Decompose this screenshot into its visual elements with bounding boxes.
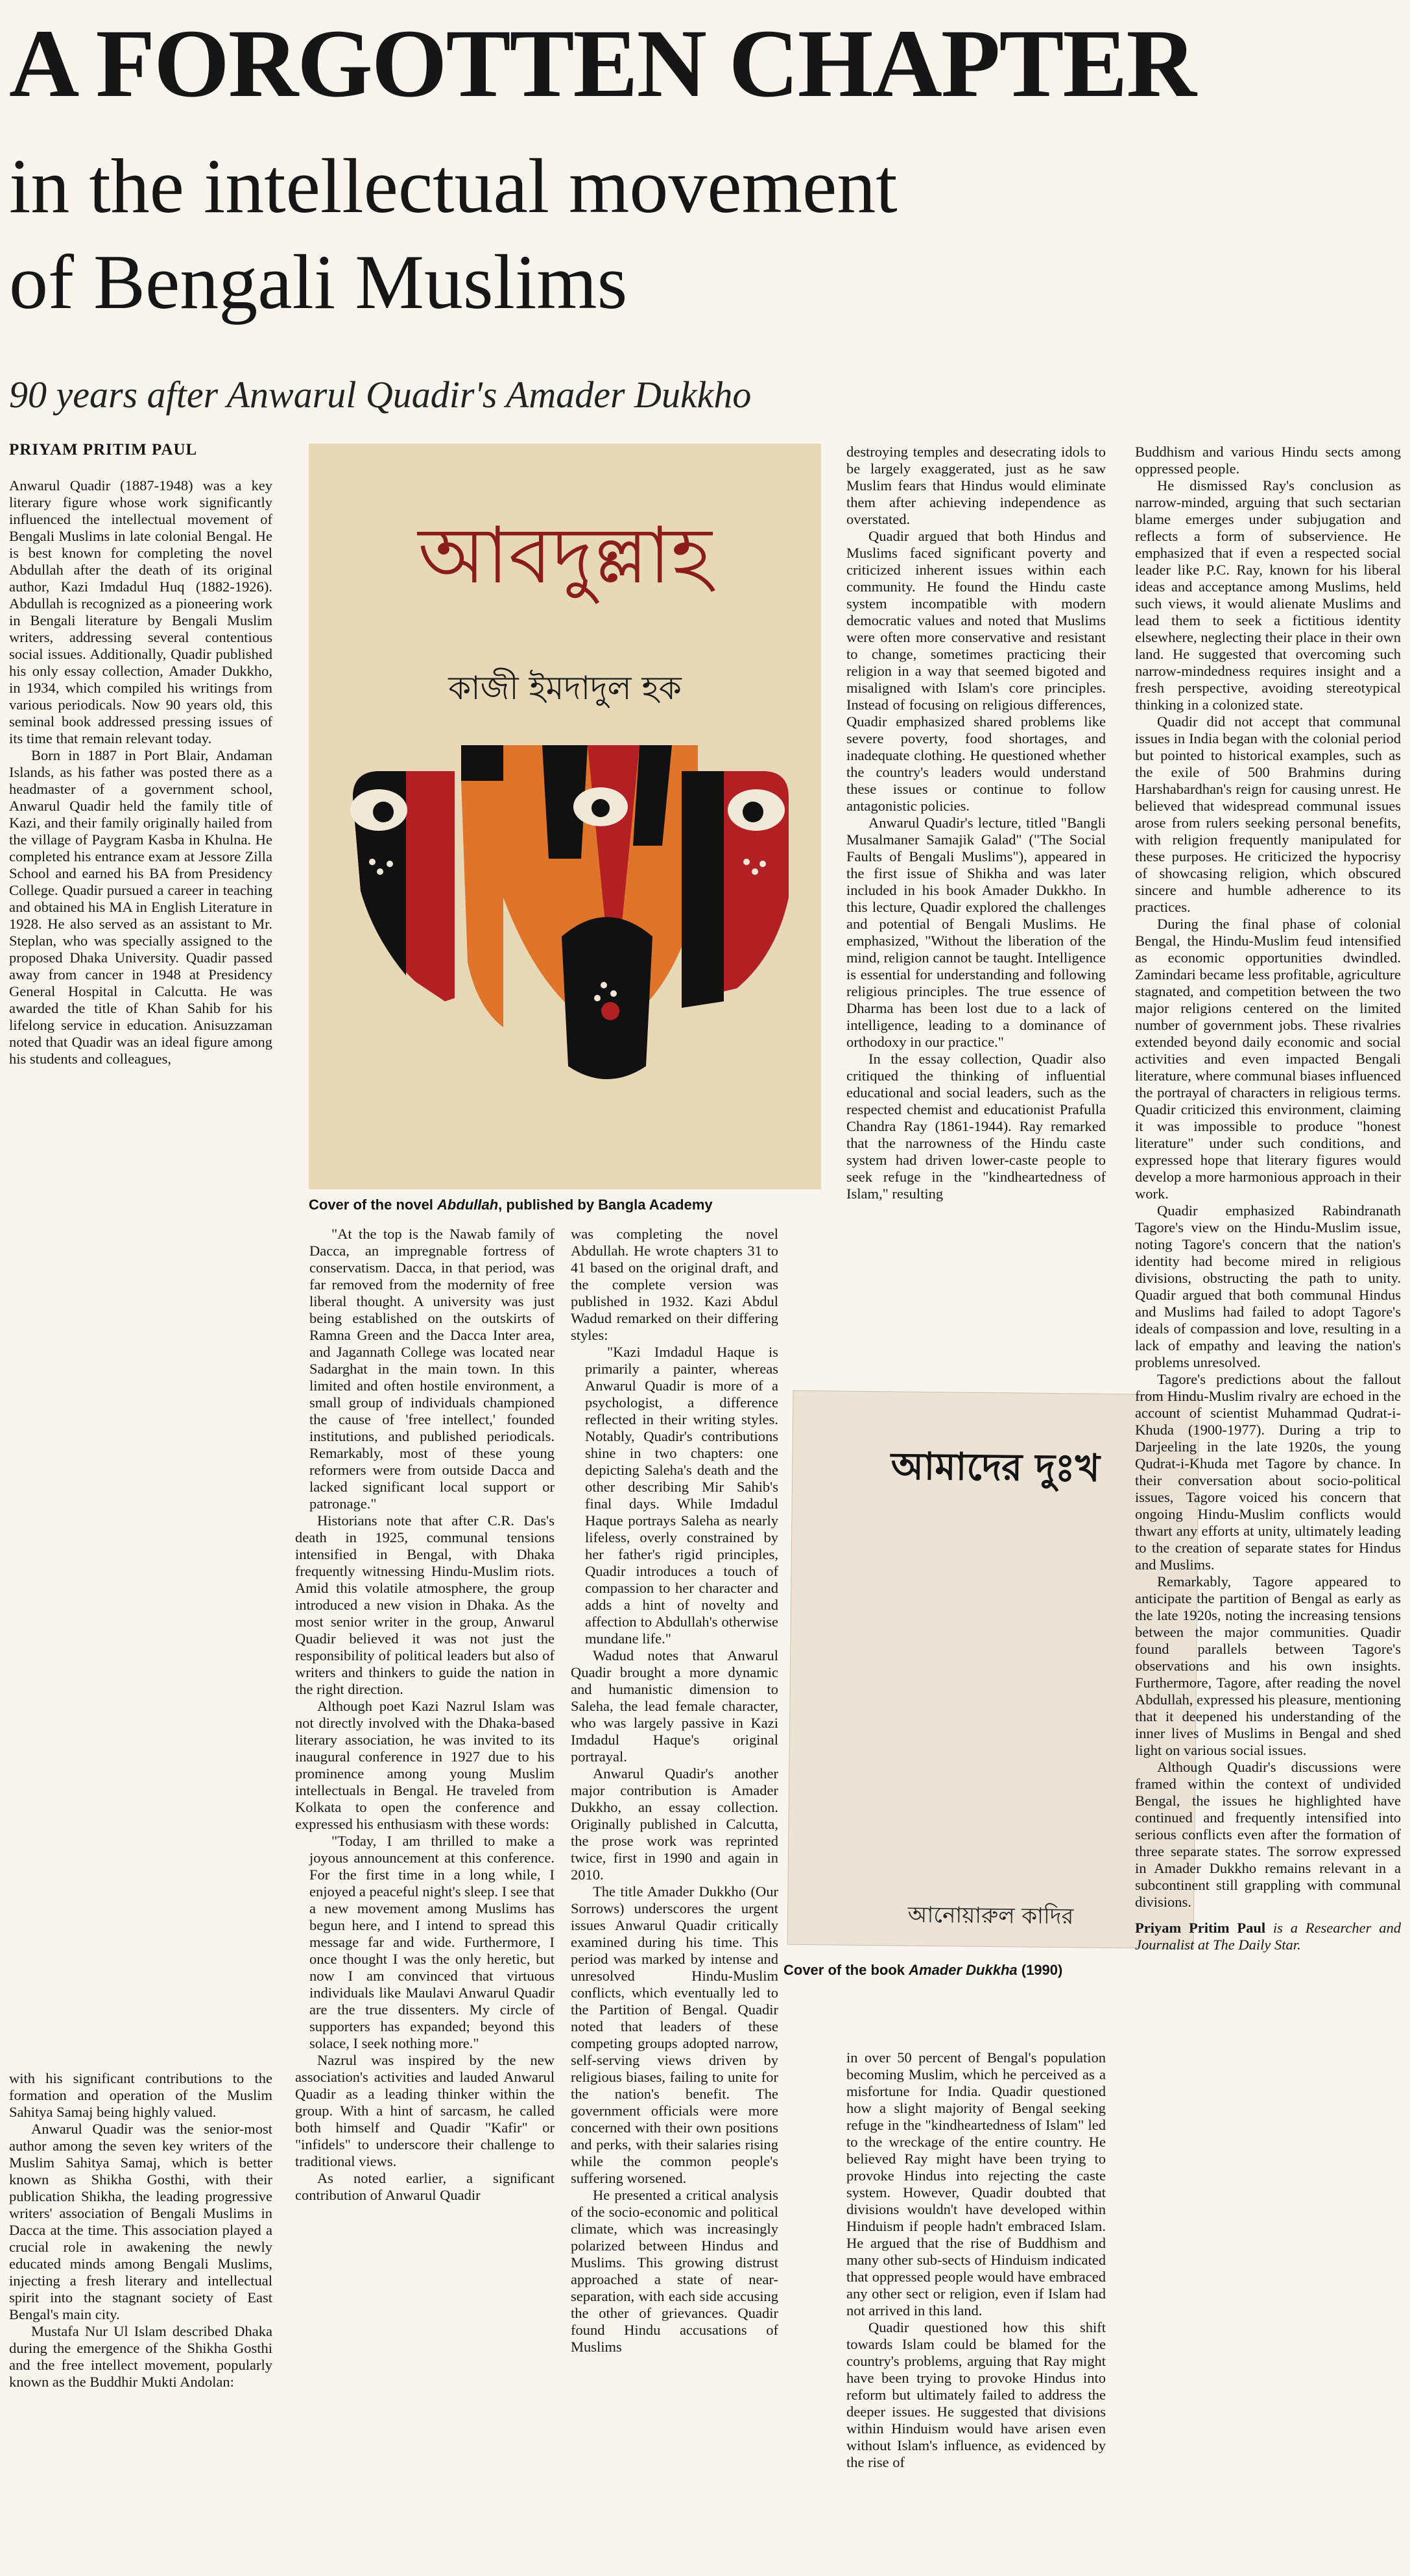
paragraph: in over 50 percent of Bengal's population becoming Muslim, which he perceived as a misfortune for India. Quadir questioned how a slight majority of Bengal seeking refuge in the "kindheartedness of Islam" led to the wreckage of the entire country. He believed Ray might have been trying to provoke Hindus into rejecting the caste system. However, Quadir doubted that divisions wouldn't have developed within Hinduism if people hadn't embraced Islam. He argued that the rise of Buddhism and many other sub-sects of Hinduism indicated that oppressed people would have embraced any other sect or religion, even if Islam had not arrived in this land. [846, 2049, 1106, 2319]
paragraph: The title Amader Dukkho (Our Sorrows) underscores the urgent issues Anwarul Quadir critically examined during his time. This period was marked by intense and unresolved Hindu-Muslim conflicts, which eventually led to the Partition of Bengal. Quadir noted that leaders of these competing groups adopted narrow, self-serving views driven by religious biases, failing to unite for the nation's benefit. The government officials were more concerned with their own positions and perks, with their salaries rising while the common people's suffering worsened. [571, 1883, 778, 2186]
quote-block [585, 1344, 778, 1647]
quote-block [309, 1226, 555, 1512]
quote-block [309, 1833, 555, 2052]
caption-title: Amader Dukkha [909, 1962, 1018, 1978]
paragraph: Anwarul Quadir's lecture, titled "Bangli Musalmaner Samajik Galad" ("The Social Faults of Bengali Muslims"), appeared in the first issue of Shikha and was later included in his book Amader Dukkho. In this lecture, Quadir explored the challenges and potential of Bengali Muslims. He emphasized, "Without the liberation of the mind, religion cannot be taught. Intelligence is essential for understanding and following religious principles. The true essence of Dharma has been lost due to a lack of intelligence, leading to a dominance of orthodoxy in our practice." [846, 815, 1106, 1050]
cover-masks-illustration [309, 444, 821, 1189]
headline-line-2: in the intellectual movement [9, 143, 898, 229]
cover-author: আনোয়ারুল কাদির [907, 1902, 1074, 1930]
cover-title: আমাদের দুঃখ [890, 1444, 1101, 1490]
quote: "Kazi Imdadul Haque is primarily a painter, whereas Anwarul Quadir is more of a psychologist, a difference reflected in their writing styles. Notably, Quadir's contributions shine in two chapters: one depicting Saleha's death and the other describing Mir Sahib's final days. While Imdadul Haque portrays Saleha as nearly lifeless, overly constrained by her father's rigid principles, Quadir introduces a touch of compassion to her character and adds a hint of novelty and affection to Abdullah's otherwise mundane life." [585, 1344, 778, 1647]
paragraph: Quadir questioned how this shift towards Islam could be blamed for the country's problems, arguing that Ray might have been trying to provoke Hindus into reform but ultimately failed to address the deeper issues. He suggested that divisions within Hinduism would have arisen even without Islam's influence, as evidenced by the rise of [846, 2319, 1106, 2470]
paragraph: During the final phase of colonial Bengal, the Hindu-Muslim feud intensified as economic opportunities dwindled. Zamindari became less profitable, agriculture stagnated, and competition between the two major religions centered on the limited number of government jobs. These rivalries extended beyond daily economic and social activities and even impacted Bengali literature, where communal biases influenced the portrayal of characters in religious terms. Quadir criticized this environment, claiming it was impossible to produce "honest literature" under such conditions, and expressed hope that literary figures would develop a more harmonious approach in their work. [1135, 916, 1401, 1202]
quote: "Today, I am thrilled to make a joyous announcement at this conference. For the first time in a long while, I enjoyed a peaceful night's sleep. I see that a new movement among Muslims has begun here, and I intend to spread this message far and wide. Furthermore, I once thought I was the only heretic, but now I am convinced that virtuous individuals like Maulavi Anwarul Quadir are the true dissenters. My circle of supporters has expanded; beyond this solace, I seek nothing more." [309, 1833, 555, 2051]
paragraph: Quadir did not accept that communal issues in India began with the colonial period but pointed to historical examples, such as the exile of 500 Brahmins during Harshabardhan's reign for causing unrest. He believed that widespread communal issues arose from rulers seeking personal benefits, with religion frequently manipulated for these purposes. He criticized the hypocrisy of showcasing religion, which obscured sincere and humble adherence to its practices. [1135, 713, 1401, 915]
author-bio [1135, 1920, 1401, 1953]
caption-text: Cover of the book [783, 1962, 909, 1978]
cover-title: আবদুল্লাহ [418, 511, 712, 601]
paragraph: Nazrul was inspired by the new association's activities and lauded Anwarul Quadir as a leading thinker within the group. With a hint of sarcasm, he called both himself and Quadir "Kafir" or "infidels" to underscore their challenge to traditional views. [295, 2052, 555, 2169]
abdullah-cover-caption [309, 1197, 713, 1213]
paragraph: was completing the novel Abdullah. He wrote chapters 31 to 41 based on the original draft, and the complete version was published in 1932. Kazi Abdul Wadud remarked on their differing styles: [571, 1226, 778, 1343]
author-bio-name: Priyam Pritim Paul [1135, 1920, 1266, 1936]
caption-text: (1990) [1017, 1962, 1063, 1978]
column-4-bottom [846, 2049, 1106, 2471]
paragraph: Anwarul Quadir was the senior-most author among the seven key writers of the Muslim Sahitya Samaj, which is better known as Shikha Gosthi, with their publication Shikha, the leading progressive writers' association of Bengali Muslims in Dacca at the time. This association played a crucial role in awakening the newly educated minds among Bengali Muslims, injecting a fresh literary and intellectual spirit into the stagnant society of East Bengal's main city. [9, 2121, 272, 2322]
caption-title: Abdullah [437, 1197, 499, 1213]
headline-line-3: of Bengali Muslims [9, 239, 628, 325]
author-bio-text: is a Researcher and Journalist at The Daily Star. [1135, 1920, 1401, 1953]
paragraph: Anwarul Quadir (1887-1948) was a key literary figure whose work significantly influenced the intellectual movement of Bengali Muslims in late colonial Bengal. He is best known for completing the novel Abdullah after the death of its original author, Kazi Imdadul Huq (1882-1926). Abdullah is recognized as a pioneering work in Bengali literature by Bengali Muslim writers, addressing several contentious social issues. Additionally, Quadir published his only essay collection, Amader Dukkho, in 1934, which compiled his writings from various periodicals. Now 90 years old, this seminal book addressed pressing issues of its time that remain relevant today. [9, 477, 272, 746]
paragraph: Quadir emphasized Rabindranath Tagore's view on the Hindu-Muslim issue, noting Tagore's concern that the nation's identity had become mired in religious divisions, obstructing the path to unity. Quadir argued that both communal Hindus and Muslims had failed to adopt Tagore's ideals of compassion and love, resulting in a lack of empathy and leaving the nation's problems unresolved. [1135, 1202, 1401, 1370]
byline: PRIYAM PRITIM PAUL [9, 441, 198, 459]
paragraph: Although Quadir's discussions were framed within the context of undivided Bengal, the issues he highlighted have continued and frequently intensified into serious conflicts even after the formation of three separate states. The sorrow expressed in Amader Dukkho remains relevant in a subcontinent still grappling with communal divisions. [1135, 1759, 1401, 1910]
caption-text: Cover of the novel [309, 1197, 438, 1213]
paragraph: Historians note that after C.R. Das's death in 1925, communal tensions intensified in Bengal, with Dhaka frequently witnessing Hindu-Muslim riots. Amid this volatile atmosphere, the group introduced a new vision in Dhaka. As the most senior writer in the group, Anwarul Quadir believed it was not just the responsibility of political leaders but also of writers and thinkers to guide the nation in the right direction. [295, 1512, 555, 1697]
amader-dukkha-cover-caption [783, 1962, 1062, 1979]
column-3-middle [571, 1226, 778, 2355]
paragraph: Mustafa Nur Ul Islam described Dhaka during the emergence of the Shikha Gosthi and the free intellect movement, popularly known as the Buddhir Mukti Andolan: [9, 2323, 272, 2390]
paragraph: with his significant contributions to the formation and operation of the Muslim Sahitya Samaj being highly valued. [9, 2070, 272, 2120]
quote: "At the top is the Nawab family of Dacca, an impregnable fortress of conservatism. Dacca, in that period, was far removed from the modernity of free liberal thought. A university was just being established on the outskirts of Ramna Green and the Dacca Inter area, and Jagannath College was located near Sadarghat in the main town. In this limited and often hostile environment, a small group of individuals championed the cause of 'free intellect,' founded institutions, and published periodicals. Remarkably, most of these young reformers were from outside Dacca and lacked significant local support or patronage." [309, 1226, 555, 1512]
column-5 [1135, 444, 1401, 1953]
column-1-top [9, 477, 272, 1067]
paragraph: Born in 1887 in Port Blair, Andaman Islands, as his father was posted there as a headmaster of a government school, Anwarul Quadir held the family title of Kazi, and their family originally hailed from the village of Paygram Kasba in Khulna. He completed his entrance exam at Jessore Zilla School and earned his BA from Presidency College. Quadir pursued a career in teaching and obtained his MA in English Literature in 1928. He also served as an assistant to Mr. Steplan, who was specially assigned to the proposed Dhaka University. Quadir passed away from cancer in 1948 at Presidency General Hospital in Calcutta. He was awarded the title of Khan Sahib for his lifelong service in education. Anisuzzaman noted that Quadir was an ideal figure among his students and colleagues, [9, 747, 272, 1067]
paragraph: destroying temples and desecrating idols to be largely exaggerated, just as he saw Muslim fears that Hindus would eliminate them after achieving independence as overstated. [846, 444, 1106, 527]
column-3-top [846, 444, 1106, 1202]
abdullah-cover-image [309, 444, 821, 1189]
deck-subtitle: 90 years after Anwarul Quadir's Amader Dukkho [9, 374, 752, 416]
caption-text: , published by Bangla Academy [498, 1197, 713, 1213]
column-2 [295, 1226, 555, 2204]
paragraph: He dismissed Ray's conclusion as narrow-minded, arguing that such sectarian blame emerges under subjugation and reflects a form of subservience. He emphasized that if even a respected social leader like P.C. Ray, known for his liberal ideas and acceptance among Muslims, held such views, it would alienate Muslims and lead them to seek a fictitious identity elsewhere, neglecting their place in their own land. He suggested that overcoming such narrow-mindedness requires insight and a fresh perspective, avoiding stereotypical thinking in a colonized state. [1135, 477, 1401, 713]
paragraph: Anwarul Quadir's another major contribution is Amader Dukkho, an essay collection. Originally published in Calcutta, the prose work was reprinted twice, first in 1990 and again in 2010. [571, 1765, 778, 1883]
headline-line-1: A FORGOTTEN CHAPTER [9, 10, 1195, 117]
paragraph: As noted earlier, a significant contribution of Anwarul Quadir [295, 2170, 555, 2203]
paragraph: Wadud notes that Anwarul Quadir brought a more dynamic and humanistic dimension to Saleha, the lead female character, who was largely passive in Kazi Imdadul Haque's original portrayal. [571, 1647, 778, 1765]
paragraph: In the essay collection, Quadir also critiqued the thinking of influential educational and social leaders, such as the respected chemist and educationist Prafulla Chandra Ray (1861-1944). Ray remarked that the narrowness of the Hindu caste system had driven lower-caste people to seek refuge in the "kindheartedness of Islam," resulting [846, 1051, 1106, 1202]
column-1-bottom [9, 2070, 272, 2391]
paragraph: He presented a critical analysis of the socio-economic and political climate, which was increasingly polarized between Hindus and Muslims. This growing distrust approached a state of near-separation, with each side accusing the other of grievances. Quadir found Hindu accusations of Muslims [571, 2187, 778, 2355]
paragraph: Quadir argued that both Hindus and Muslims faced significant poverty and criticized inherent issues within each community. He found the Hindu caste system incompatible with modern democratic values and noted that Muslims were often more conservative and resistant to change, sometimes practicing their religion in a way that seemed bigoted and misaligned with Islam's core principles. Instead of focusing on religious differences, Quadir emphasized shared problems like severe poverty, food shortages, and inadequate clothing. He questioned whether the country's leaders would understand these issues or continue to follow antagonistic policies. [846, 528, 1106, 814]
paragraph: Although poet Kazi Nazrul Islam was not directly involved with the Dhaka-based literary association, he was invited to its inaugural conference in 1927 due to his prominence among young Muslim intellectuals in Bengal. He traveled from Kolkata to open the conference and expressed his enthusiasm with these words: [295, 1698, 555, 1832]
paragraph: Buddhism and various Hindu sects among oppressed people. [1135, 444, 1401, 477]
cover-author: কাজী ইমদাদুল হক [448, 669, 682, 707]
paragraph: Remarkably, Tagore appeared to anticipate the partition of Bengal as early as the late 1920s, noting the increasing tensions between the major communities. Quadir found parallels between Tagore's observations and his own insights. Furthermore, Tagore, after reading the novel Abdullah, expressed his pleasure, mentioning that it deepened his understanding of the inner lives of Muslims in Bengal and shed light on various social issues. [1135, 1573, 1401, 1758]
paragraph: Tagore's predictions about the fallout from Hindu-Muslim rivalry are echoed in the account of scientist Muhammad Qudrat-i-Khuda (1900-1977). During a trip to Darjeeling in the late 1920s, the young Qudrat-i-Khuda met Tagore by chance. In their conversation about socio-political issues, Tagore voiced his concern that ongoing Hindu-Muslim conflicts would thwart any efforts at unity, ultimately leading to the creation of separate states for Hindus and Muslims. [1135, 1371, 1401, 1573]
